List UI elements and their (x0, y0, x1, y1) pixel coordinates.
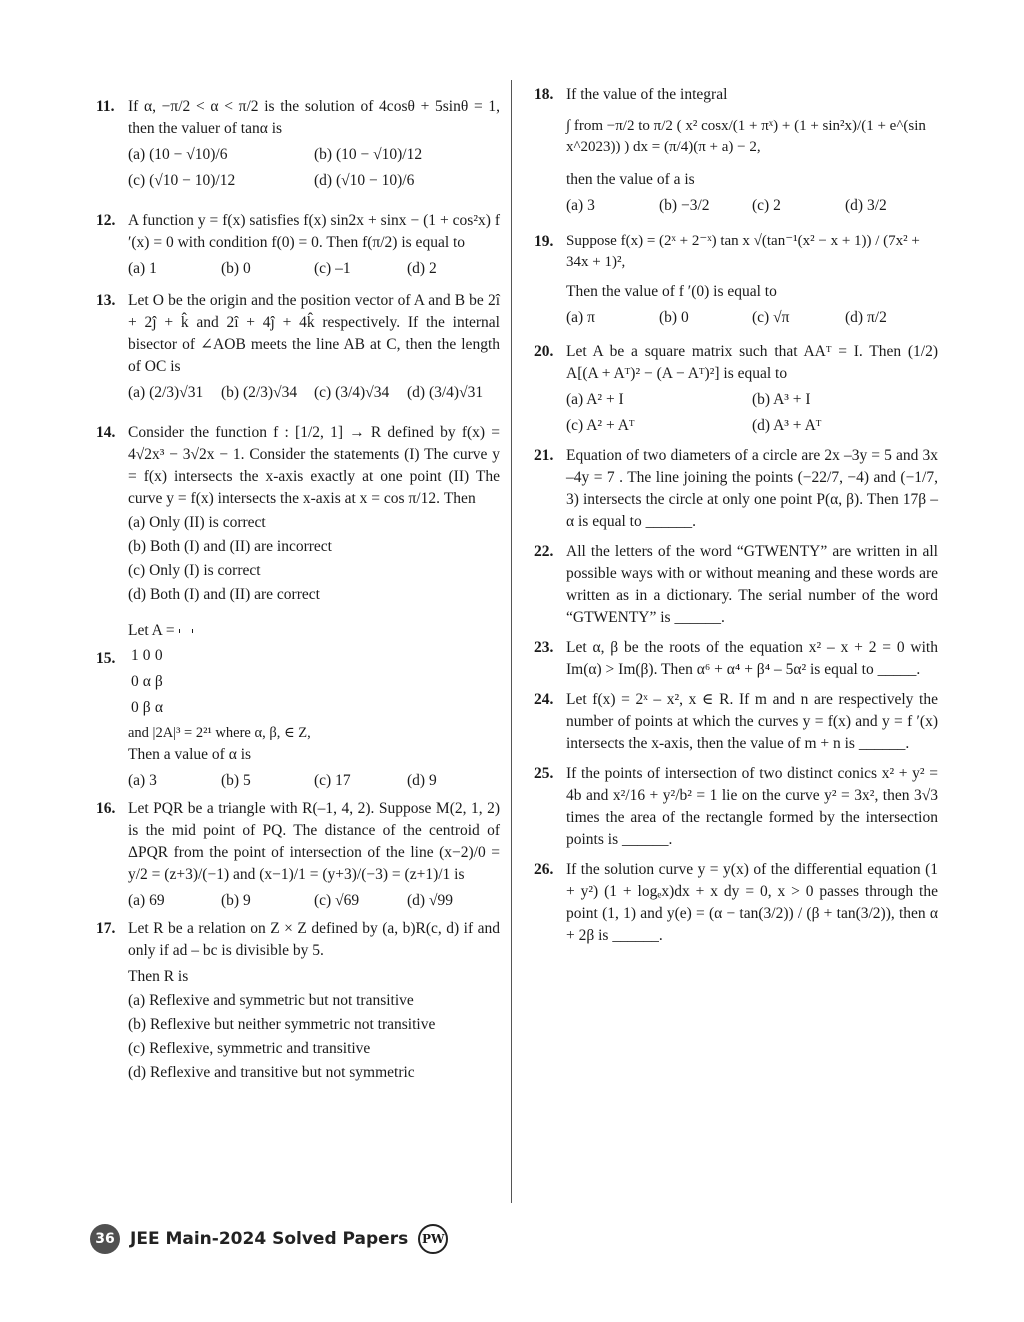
question-number: 18. (534, 86, 554, 103)
column-divider (511, 80, 512, 1203)
question-text: If α, −π/2 < α < π/2 is the solution of 4cosθ + 5sinθ = 1, then the valuer of tanα is (128, 98, 500, 137)
question-20 (534, 341, 938, 437)
option-b: (b) (10 − √10)/12 (314, 146, 423, 163)
option-d: (d) 3/2 (845, 196, 887, 214)
question-text: A function y = f(x) satisfies f(x) sin2x + sinx − (1 + cos²x) f ′(x) = 0 with condition f(0) = 0. Then f(π/2) is equal to (128, 212, 500, 251)
matrix-cell: 0 (154, 647, 163, 664)
question-11 (96, 96, 500, 192)
option-c: (c) (√10 − 10)/12 (128, 172, 236, 189)
matrix-lead: Let A = (128, 622, 175, 639)
question-number: 15. (96, 650, 116, 667)
option-d: (d) A³ + Aᵀ (752, 417, 822, 435)
option-d: (d) π/2 (845, 309, 887, 327)
option-a: (a) Reflexive and symmetric but not transitive (128, 992, 414, 1009)
matrix-cell: β (154, 673, 163, 690)
matrix-a (179, 629, 193, 633)
question-text: If the points of intersection of two distinct conics x² + y² = 4b and x²/16 + y²/b² = 1 lie on the curve y² = 3x², then 3√3 times the area of the rectangle formed by the intersection points is ______. (566, 765, 938, 849)
matrix-cell: 0 (142, 647, 151, 664)
question-number: 13. (96, 292, 116, 309)
option-c: (c) Only (I) is correct (128, 562, 261, 579)
question-subtext: Then R is (128, 968, 189, 985)
options (128, 258, 500, 280)
option-b: (b) 5 (221, 772, 251, 789)
question-17 (96, 918, 500, 1084)
options (566, 195, 938, 217)
options (566, 389, 938, 437)
question-text: Suppose f(x) = (2ˣ + 2⁻ˣ) tan x √(tan⁻¹(x² − x + 1)) / (7x² + 34x + 1)², (566, 232, 920, 270)
options (128, 770, 500, 792)
option-d: (d) (√10 − 10)/6 (314, 172, 415, 189)
question-18 (534, 84, 938, 217)
option-a: (a) π (566, 309, 595, 327)
option-a: (a) 1 (128, 260, 157, 277)
question-19 (534, 231, 938, 330)
question-number: 19. (534, 232, 554, 250)
question-number: 22. (534, 543, 554, 561)
options (128, 144, 500, 192)
option-b: (b) Reflexive but neither symmetric not transitive (128, 1016, 436, 1033)
question-15 (96, 620, 500, 792)
question-text: Let A be a square matrix such that AAᵀ = I. Then (1/2) A[(A + Aᵀ)² − (A − Aᵀ)²] is equal to (566, 343, 938, 383)
question-13 (96, 290, 500, 404)
option-b: (b) −3/2 (659, 196, 710, 214)
options (566, 307, 938, 329)
option-b: (b) (2/3)√34 (221, 384, 298, 401)
option-c: (c) 17 (314, 772, 351, 789)
question-14 (96, 422, 500, 606)
option-d: (d) Both (I) and (II) are correct (128, 586, 320, 603)
question-text: If the value of the integral (566, 86, 728, 103)
question-number: 25. (534, 765, 554, 783)
options (128, 890, 500, 912)
option-b: (b) 9 (221, 892, 251, 909)
question-number: 12. (96, 212, 116, 229)
options (128, 382, 500, 404)
option-c: (c) √69 (314, 892, 360, 909)
question-subtext: then the value of a is (566, 170, 695, 188)
option-a: (a) 3 (128, 772, 157, 789)
option-d: (d) Reflexive and transitive but not symmetric (128, 1064, 415, 1081)
question-25 (534, 763, 938, 851)
option-c: (c) √π (752, 309, 790, 327)
question-number: 17. (96, 920, 116, 937)
question-24 (534, 689, 938, 755)
option-c: (c) –1 (314, 260, 351, 277)
question-22 (534, 541, 938, 629)
option-d: (d) √99 (407, 892, 453, 909)
question-26 (534, 859, 938, 947)
option-c: (c) Reflexive, symmetric and transitive (128, 1040, 371, 1057)
option-a: (a) A² + I (566, 391, 624, 409)
question-12 (96, 210, 500, 280)
option-b: (b) 0 (221, 260, 251, 277)
question-text: Let O be the origin and the position vector of A and B be 2î + 2ĵ + k̂ and 2î + 4ĵ + 4k̂ respectively. If the internal bisector of ∠AOB meets the line AB at C, then the length of OC is (128, 292, 500, 375)
question-subtext: Then the value of f ′(0) is equal to (566, 283, 777, 301)
option-b: (b) Both (I) and (II) are incorrect (128, 538, 332, 555)
option-c: (c) A² + Aᵀ (566, 417, 635, 435)
option-d: (d) 2 (407, 260, 437, 277)
question-text: Let f(x) = 2ˣ – x², x ∈ R. If m and n are respectively the number of points at which the curves y = f(x) and y = f ′(x) intersects the x-axis, then the value of m + n is ______. (566, 691, 938, 753)
left-column (96, 80, 500, 1090)
matrix-cell: 0 (131, 673, 139, 690)
question-text: Let α, β be the roots of the equation x² – x + 2 = 0 with Im(α) > Im(β). Then α⁶ + α⁴ + β⁴ – 5α² is equal to _____. (566, 639, 938, 679)
page-footer (90, 1224, 448, 1254)
option-d: (d) (3/4)√31 (407, 384, 484, 401)
question-number: 21. (534, 447, 554, 465)
option-c: (c) 2 (752, 196, 781, 214)
option-a: (a) Only (II) is correct (128, 514, 266, 531)
pw-logo-icon: PW (418, 1224, 448, 1254)
matrix-cell: α (154, 699, 163, 716)
option-a: (a) (10 − √10)/6 (128, 146, 228, 163)
option-c: (c) (3/4)√34 (314, 384, 390, 401)
option-b: (b) 0 (659, 309, 689, 327)
matrix-cell: α (142, 673, 151, 690)
matrix-cell: β (142, 699, 151, 716)
question-text: Equation of two diameters of a circle are 2x –3y = 5 and 3x –4y = 7 . The line joining the points (−22/7, −4) and (−1/7, 3) intersects the circle at only one point P(α, β). Then 17β – α is equal to ______. (566, 447, 938, 531)
question-16 (96, 798, 500, 912)
footer-title: JEE Main-2024 Solved Papers (130, 1229, 409, 1249)
option-d: (d) 9 (407, 772, 437, 789)
question-number: 24. (534, 691, 554, 709)
page-number-badge: 36 (90, 1224, 120, 1254)
option-a: (a) 3 (566, 196, 595, 214)
option-b: (b) A³ + I (752, 391, 811, 409)
question-number: 11. (96, 98, 115, 115)
question-number: 23. (534, 639, 554, 657)
question-text: If the solution curve y = y(x) of the differential equation (1 + y²) (1 + logₑx)dx + x dy = 0, x > 0 passes through the point (1, 1) and y(e) = (α − tan(3/2)) / (β + tan(3/2)), then α + 2β is ______. (566, 861, 938, 945)
question-text: Let PQR be a triangle with R(–1, 4, 2). Suppose M(2, 1, 2) is the mid point of PQ. The distance of the centroid of ΔPQR from the point of intersection of the line (x−2)/0 = y/2 = (z+3)/(−1) and (x−1)/1 = (y+3)/(−3) = (z+1)/1 is (128, 800, 500, 883)
question-text: All the letters of the word “GTWENTY” are written in all possible ways with or without meaning and these words are written as in a dictionary. The serial number of the word “GTWENTY” is ______. (566, 543, 938, 627)
question-number: 20. (534, 343, 554, 361)
matrix-tail: and |2A|³ = 2²¹ where α, β, ∈ Z, (128, 725, 311, 741)
option-a: (a) (2/3)√31 (128, 384, 204, 401)
question-21 (534, 445, 938, 533)
matrix-cell: 1 (131, 647, 139, 664)
question-number: 14. (96, 424, 116, 441)
integral-expression: ∫ from −π/2 to π/2 ( x² cosx/(1 + πˣ) + (1 + sin²x)/(1 + e^(sin x^2023)) ) dx = (π/4)(π + a) − 2, (566, 118, 926, 156)
question-text (128, 620, 500, 642)
question-subtext: Then a value of α is (128, 746, 252, 763)
question-text: Let R be a relation on Z × Z defined by (a, b)R(c, d) if and only if ad – bc is divisible by 5. (128, 920, 500, 959)
question-text: Consider the function f : [1/2, 1] → R defined by f(x) = 4√2x³ − 3√2x − 1. Consider the statements (I) The curve y = f(x) intersects the x-axis exactly at one point (II) The curve y = f(x) intersects the x-axis at x = cos π/12. Then (128, 424, 500, 507)
matrix-cell: 0 (131, 699, 139, 716)
question-23 (534, 637, 938, 681)
option-a: (a) 69 (128, 892, 165, 909)
question-number: 26. (534, 861, 554, 879)
right-column (534, 80, 938, 953)
question-number: 16. (96, 800, 116, 817)
